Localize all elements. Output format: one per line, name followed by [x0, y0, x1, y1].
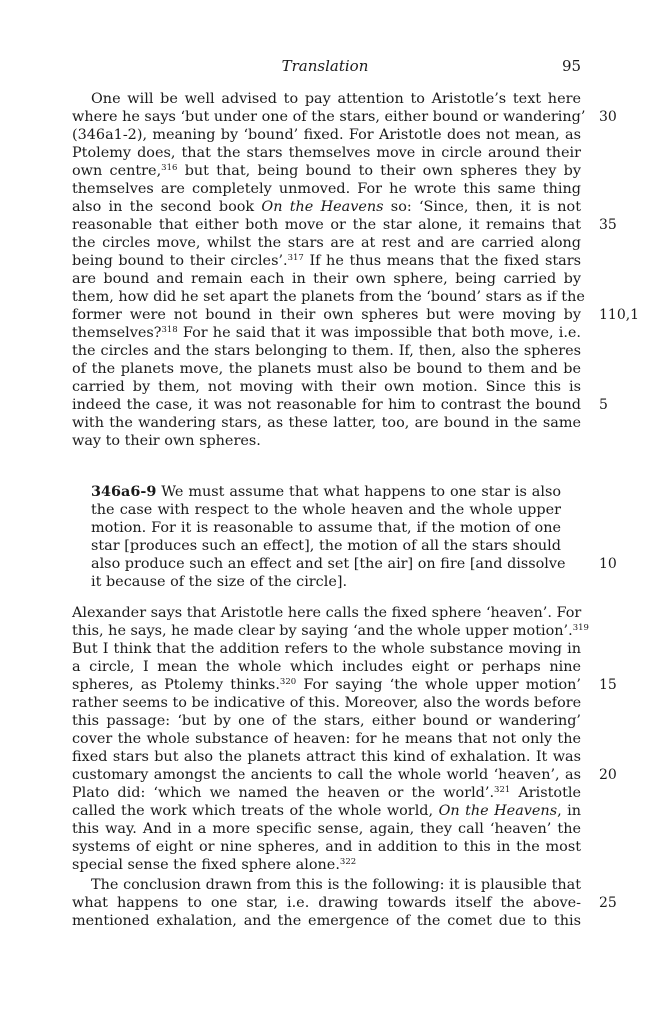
book-title: On the Heavens	[438, 803, 558, 819]
text-line: star [produces such an effect], the motion of all the stars should	[91, 538, 561, 554]
text-line: mentioned exhalation, and the emergence of the comet due to this	[72, 913, 581, 929]
line-number: 10	[599, 556, 617, 572]
footnote-ref[interactable]: 322	[339, 857, 357, 867]
text-line: own centre,$^{316}$ but that, being bound to their own spheres they by	[72, 163, 581, 179]
text-line: themselves?$^{318}$ For he said that it was impossible that both move, i.e.	[72, 325, 581, 341]
text-line: with the wandering stars, as these latter, too, are bound in the same	[72, 415, 581, 431]
page-number: 95	[562, 57, 582, 75]
text-line: called the work which treats of the whole world, On the Heavens, in	[72, 803, 581, 819]
text-line: motion. For it is reasonable to assume that, if the motion of one	[91, 520, 561, 536]
footnote-ref[interactable]: 318	[161, 325, 178, 335]
text-line: One will be well advised to pay attention to Aristotle’s text here	[91, 91, 581, 107]
text-line: cover the whole substance of heaven: for he means that not only the	[72, 731, 581, 747]
text-line: Ptolemy does, that the stars themselves move in circle around their	[72, 145, 581, 161]
text-line: former were not bound in their own spheres but were moving by	[72, 307, 581, 323]
text-line: way to their own spheres.	[72, 433, 261, 449]
text-line: rather seems to be indicative of this. Moreover, also the words before	[72, 695, 582, 711]
text-line: also in the second book On the Heavens so: ‘Since, then, it is not	[72, 199, 582, 215]
text-line: them, how did he set apart the planets from the ‘bound’ stars as if the	[72, 289, 585, 305]
text-line: The conclusion drawn from this is the following: it is plausible that	[91, 877, 581, 893]
footnote-ref[interactable]: 321	[494, 785, 511, 795]
text-line: Alexander says that Aristotle here calls the fixed sphere ‘heaven’. For	[72, 605, 582, 621]
footnote-ref[interactable]: 317	[287, 253, 304, 263]
text-line: special sense the fixed sphere alone.$^{322}$	[72, 857, 357, 873]
footnote-ref[interactable]: 316	[161, 163, 178, 173]
text-line: this way. And in a more specific sense, again, they call ‘heaven’ the	[72, 821, 581, 837]
line-number: 30	[599, 109, 617, 125]
text-line: being bound to their circles’.$^{317}$ If he thus means that the fixed stars	[72, 253, 581, 269]
footnote-ref[interactable]: 320	[279, 677, 297, 687]
text-line: carried by them, not moving with their own motion. Since this is	[72, 379, 581, 395]
text-line: also produce such an effect and set [the air] on fire [and dissolve	[91, 556, 566, 572]
line-number: 15	[599, 677, 617, 693]
book-title: On the Heavens	[261, 199, 384, 215]
text-line: the circles move, whilst the stars are at rest and are carried along	[72, 235, 581, 251]
line-number: 20	[599, 767, 617, 783]
text-line: fixed stars but also the planets attract this kind of exhalation. It was	[72, 749, 581, 765]
text-line: the circles and the stars belonging to them. If, then, also the spheres	[72, 343, 581, 359]
line-number: 25	[599, 895, 617, 911]
text-line: systems of eight or nine spheres, and in addition to this in the most	[72, 839, 581, 855]
text-line: this, he says, he made clear by saying ‘and the whole upper motion’.$^{319}$	[72, 623, 589, 639]
text-line: a circle, I mean the whole which includes eight or perhaps nine	[72, 659, 581, 675]
lemma-reference: 346a6-9	[91, 483, 157, 500]
text-line: 346a6-9 We must assume that what happens to one star is also	[91, 483, 561, 500]
text-line: it because of the size of the circle].	[91, 574, 348, 590]
text-line: the case with respect to the whole heaven and the whole upper	[91, 502, 561, 518]
text-line: this passage: ‘but by one of the stars, either bound or wandering’	[72, 713, 581, 729]
footnote-ref[interactable]: 319	[572, 623, 589, 633]
text-line: what happens to one star, i.e. drawing towards itself the above-	[72, 895, 581, 911]
text-line: reasonable that either both move or the star alone, it remains that	[72, 217, 581, 233]
running-header-title: Translation	[281, 57, 369, 75]
text-line: Plato did: ‘which we named the heaven or the world’.$^{321}$ Aristotle	[72, 785, 581, 801]
text-line: But I think that the addition refers to the whole substance moving in	[72, 641, 581, 657]
text-line: (346a1-2), meaning by ‘bound’ fixed. For Aristotle does not mean, as	[72, 127, 581, 143]
line-number: 110,1	[599, 307, 640, 323]
text-line: customary amongst the ancients to call the whole world ‘heaven’, as	[72, 767, 581, 783]
line-number: 35	[599, 217, 617, 233]
line-number: 5	[599, 397, 608, 413]
text-line: indeed the case, it was not reasonable for him to contrast the bound	[72, 397, 581, 413]
text-line: themselves are completely unmoved. For he wrote this same thing	[72, 181, 581, 197]
text-line: of the planets move, the planets must also be bound to them and be	[72, 361, 581, 377]
text-line: are bound and remain each in their own sphere, being carried by	[72, 271, 581, 287]
text-line: spheres, as Ptolemy thinks.$^{320}$ For saying ‘the whole upper motion’	[72, 677, 581, 693]
text-line: where he says ‘but under one of the stars, either bound or wandering’	[72, 109, 586, 125]
